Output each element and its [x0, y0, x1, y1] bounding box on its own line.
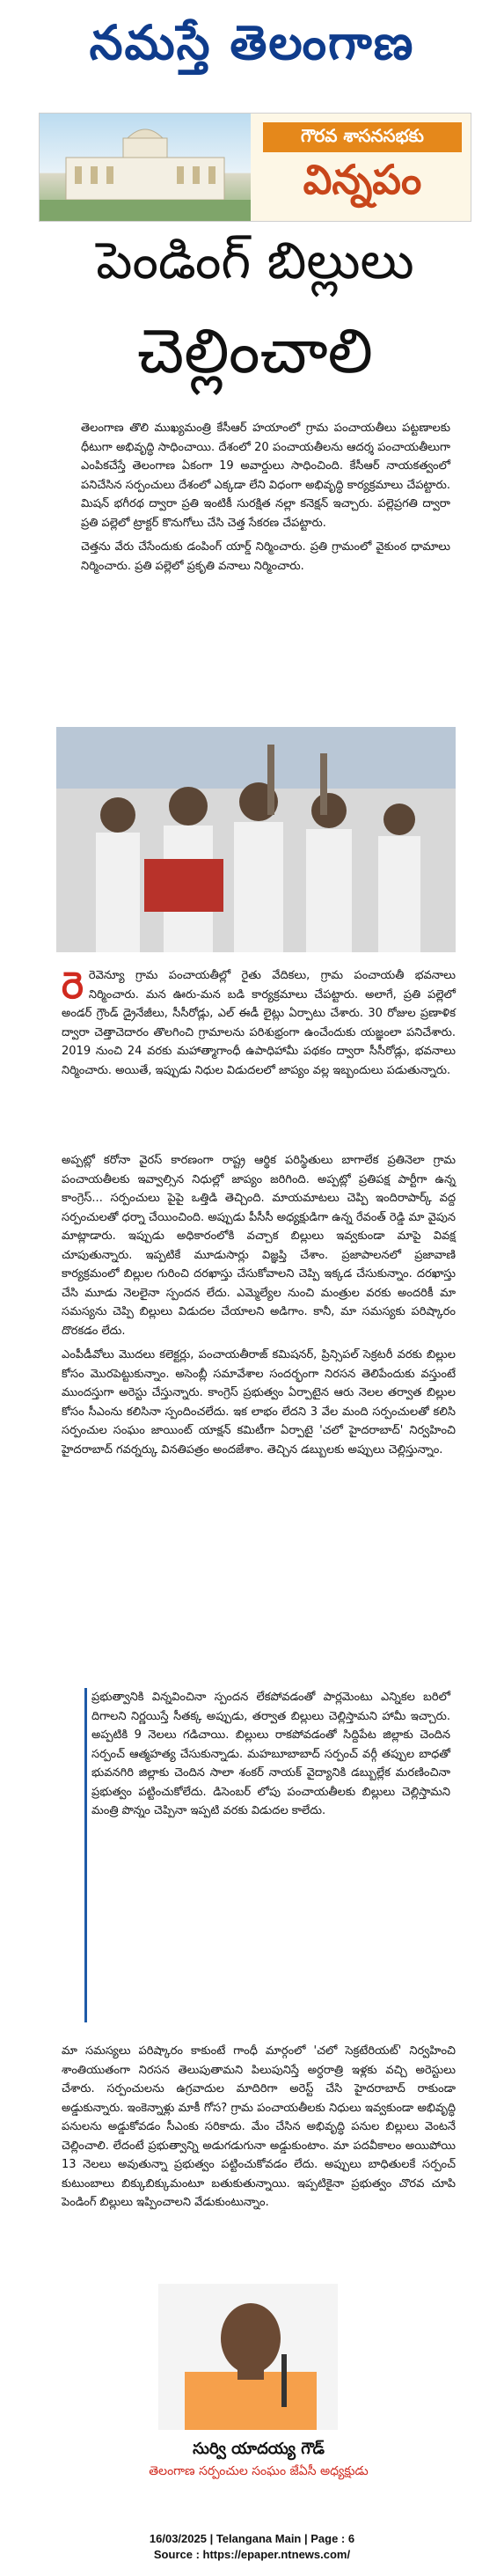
- assembly-building-photo: [40, 114, 251, 221]
- footer-date-line: 16/03/2025 | Telangana Main | Page : 6: [149, 2532, 355, 2545]
- footer-source-link[interactable]: Source : https://epaper.ntnews.com/: [153, 2548, 351, 2561]
- section-4: [91, 1688, 450, 1826]
- section-5: [62, 2042, 456, 2218]
- headline-line-1: పెండింగ్ బిల్లులు: [96, 231, 414, 290]
- banner-label-panel: [251, 114, 471, 221]
- section-2: [62, 966, 456, 1085]
- section-5-paragraph: మా సమస్యలు పరిష్కారం కాకుంటే గాంధీ మార్గంలో 'చలో సెక్రటేరియట్' నిర్వహించి శాంతియుతంగా నిరసన తెలుపుతామని పిలుపునిస్తే అర్ధరాత్రి ఇళ్లకు వచ్చి అరెస్టులు చేశారు. సర్పంచులను ఉగ్రవాదుల మాదిరిగా అరెస్ట్ చేసి హైదరాబాద్ రాకుండా అడ్డుకున్నారు. ఇంకెన్నాళ్లు మాకీ గోస? గ్రామ పంచాయతీలకు నిధులు ఇవ్వకుండా అభివృద్ధి పనులను అడ్డుకోవడం సీఎంకు సరికాదు. మేం చేసిన అభివృద్ధి పనుల బిల్లులు వెంటనే చెల్లించాలి. లేదంటే ప్రభుత్వాన్ని అడుగడుగునా అడ్డుకుంటాం. మా పదవీకాలం అయిపోయి 13 నెలలు అవుతున్నా ప్రభుత్వం పట్టించుకోవడం లేదు. అప్పులు బాధితులకే సర్పంచ్ కుటుంబాలు బిక్కుబిక్కుమంటూ బతుకుతున్నాయి. ఇప్పటికైనా ప్రభుత్వం చొరవ చూపి పెండింగ్ బిల్లులు ఇప్పించాలని వేడుకుంటున్నాం.: [62, 2044, 456, 2209]
- headline-line-2: చెల్లించాలి: [137, 315, 373, 387]
- quote-rule: [84, 1688, 87, 2022]
- section-3-paragraph: అప్పట్లో కరోనా వైరస్ కారణంగా రాష్ట్ర ఆర్థిక పరిస్థితులు బాగాలేక ప్రతినెలా గ్రామ పంచాయతీలకు ఇవ్వాల్సిన నిధుల్లో జాప్యం జరిగింది. అప్పట్లో ప్రతిపక్ష పార్టీగా ఉన్న కాంగ్రెస్... సర్పంచులు పైపై ఒత్తిడి తెచ్చింది. మాయమాటలు చెప్పి ఇందిరాపార్క్ వద్ద సర్పంచులతో ధర్నా చేయించింది. అప్పుడు పీసీసీ అధ్యక్షుడిగా ఉన్న రేవంత్ రెడ్డి మా వైపున మాట్లాడారు. ఇప్పుడు అధికారంలోకి వచ్చాక బిల్లులు ఇవ్వకుండా మాపై వివక్ష చూపుతున్నారు. ఇప్పటికే మూడుసార్లు విజ్ఞప్తి చేశాం. ప్రజాపాలనలో ప్రజావాణి కార్యక్రమంలో బిల్లుల గురించి దరఖాస్తు చేసుకోవాలని చెప్పి ఇక్కడ చేసుకున్నాం. దరఖాస్తు చేసి మూడు నెలలైనా స్పందన లేదు. ఎమ్మెల్యేల నుంచి మంత్రుల వరకు అందరికీ మా సమస్యను చెప్పి బిల్లులు విడుదల చేయాలని అడిగాం. కానీ, మా సమస్యకు పరిష్కారం దొరకడం లేదు.: [62, 1154, 456, 1338]
- masthead: [0, 0, 504, 97]
- author-photo: [158, 2284, 338, 2430]
- drop-cap: రె: [62, 964, 84, 1007]
- author-role: తెలంగాణ సర్పంచుల సంఘం జేఏసీ అధ్యక్షుడు: [149, 2464, 369, 2478]
- page-footer: [0, 2531, 504, 2563]
- intro-paragraph: తెలంగాణ తొలి ముఖ్యమంత్రి కేసీఆర్ హయాంలో గ్రామ పంచాయతీలు పట్టణాలకు ధీటుగా అభివృద్ధి సాధించాయి. దేశంలో 20 పంచాయతీలను ఆదర్శ పంచాయతీలుగా ఎంపికచేస్తే తెలంగాణ ఏకంగా 19 అవార్డులు సాధించింది. కేసీఆర్ నాయకత్వంలో పనిచేసిన సర్పంచులు దేశంలో ఎక్కడా లేని విధంగా అభివృద్ధి కార్యక్రమాలు చేపట్టారు. మిషన్ భగీరథ ద్వారా ప్రతి ఇంటికీ సురక్షిత నల్లా కనెక్షన్ ఇచ్చారు. పల్లెప్రగతి ద్వారా ప్రతి పల్లెలో ట్రాక్టర్ కొనుగోలు చేసి చెత్త సేకరణ చేపట్టారు.: [81, 422, 450, 530]
- section-3: [62, 1151, 456, 1464]
- author-name: సుర్వి యాదయ్య గౌడ్: [193, 2440, 325, 2458]
- banner-heading: విన్నపం: [303, 156, 422, 203]
- banner-tag: గౌరవ శాసనసభకు: [263, 122, 462, 152]
- protest-photo: [56, 727, 456, 952]
- newspaper-title: నమస్తే తెలంగాణ: [89, 14, 415, 70]
- section-2-paragraph: రెరెవెన్యూ గ్రామ పంచాయతీల్లో రైతు వేదికలు, గ్రామ పంచాయతీ భవనాలు నిర్మించారు. మన ఊరు-మన బడి కార్యక్రమాలు చేపట్టారు. అలాగే, ప్రతి పల్లెలో అండర్ గ్రౌండ్ డ్రైనేజీలు, సీసీరోడ్లు, ఎల్ ఈడీ లైట్లు ఏర్పాటు చేశారు. 30 రోజుల ప్రణాళిక ద్వారా చెత్తాచెదారం తొలగించి గ్రామాలను పరిశుభ్రంగా ఉంచేందుకు యజ్ఞంలా పనిచేశారు. 2019 నుంచి 24 వరకు మహాత్మాగాంధీ ఉపాధిహామీ పథకం ద్వారా సీసీరోడ్లు, భవనాలు నిర్మించారు. అయితే, ఇప్పుడు నిధుల విడుదలలో జాప్యం వల్ల ఇబ్బందులు పడుతున్నారు.: [62, 964, 456, 1077]
- section-3-paragraph: ఎంపీడీవోలు మొదలు కలెక్టర్లు, పంచాయతీరాజ్ కమిషనర్, ప్రిన్సిపల్ సెక్రటరీ వరకు బిల్లుల కోసం మొరపెట్టుకున్నాం. అసెంబ్లీ సమావేశాల సందర్భంగా నిరసన తెలిపేందుకు వస్తుంటే ముందస్తుగా అరెస్టు చేస్తున్నారు. కాంగ్రెస్ ప్రభుత్వం ఏర్పాటైన ఆరు నెలల తర్వాత బిల్లుల కోసం సీఎంను కలిసినా స్పందించలేదు. ఇక లాభం లేదని 3 వేల మంది సర్పంచులతో కలిసి సర్పంచుల సంఘం జాయింట్ యాక్షన్ కమిటీగా ఏర్పాటై 'చలో హైదరాబాద్' నిర్వహించి హైదరాబాద్ గవర్నర్కు వినతిపత్రం అందజేశాం. తెచ్చిన డబ్బులకు అప్పులు చెల్లిస్తున్నాం.: [62, 1348, 456, 1457]
- column-banner: [39, 113, 471, 222]
- intro-paragraph: చెత్తను వేరు చేసేందుకు డంపింగ్ యార్డ్ నిర్మించారు. ప్రతి గ్రామంలో వైకుంఠ ధామాలు నిర్మించారు. ప్రతి పల్లెలో ప్రకృతి వనాలు నిర్మించారు.: [81, 540, 450, 573]
- intro-section: [81, 419, 450, 581]
- section-4-paragraph: ప్రభుత్వానికి విన్నవించినా స్పందన లేకపోవడంతో పార్లమెంటు ఎన్నికల బరిలో దిగాలని నిర్ణయిస్తే సీతక్క అప్పుడు, తర్వాత బిల్లులు చెల్లిస్తామని హామీ ఇచ్చారు. అప్పటికి 9 నెలలు గడిచాయి. బిల్లులు రాకపోవడంతో సిద్దిపేట జిల్లాకు చెందిన సర్పంచ్ ఆత్మహత్య చేసుకున్నాడు. మహబూబాబాద్ సర్పంచ్ వర్గీ తప్పుల బాధతో భువనగిరి జిల్లాకు చెందిన సాలా శంకర్ నాయక్ వైద్యానికి డబ్బుల్లేక మరణించినా ప్రభుత్వం పట్టించుకోలేదు. డిసెంబర్ లోపు పంచాయతీలకు బిల్లులు చెల్లిస్తామని మంత్రి పొన్నం చెప్పినా ఇప్పటి వరకు విడుదల కాలేదు.: [91, 1691, 450, 1817]
